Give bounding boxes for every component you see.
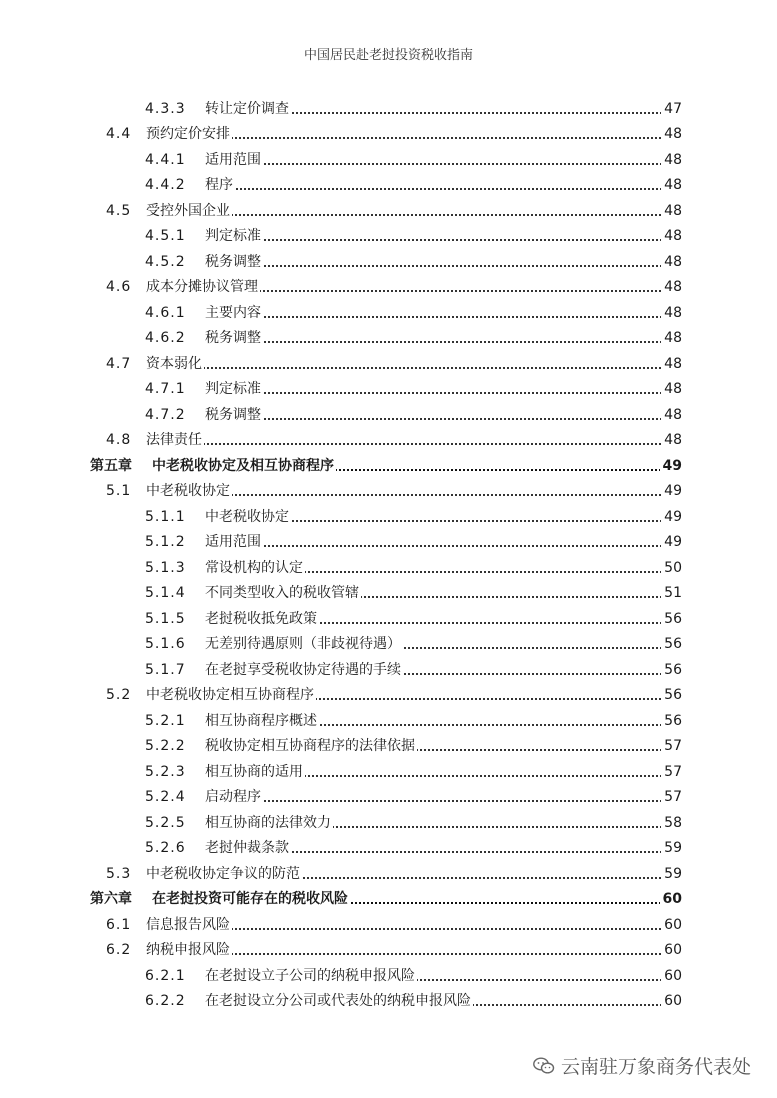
page-header: 中国居民赴老挝投资税收指南 [303, 48, 473, 63]
toc-entry-number: 4.6.2 [145, 330, 186, 346]
toc-entry-title: 适用范围 [205, 151, 261, 168]
toc-row[interactable] [0, 500, 777, 526]
toc-chapter-row[interactable] [0, 883, 777, 909]
toc-page-number: 49 [661, 533, 682, 551]
toc-entry-number: 5.1.1 [145, 508, 186, 525]
toc-dot-leader [205, 265, 677, 267]
toc-dot-leader [205, 316, 677, 318]
toc-page-number: 48 [661, 151, 682, 169]
toc-page-number: 48 [661, 278, 682, 296]
toc-row[interactable] [0, 347, 777, 373]
toc-entry-number: 4.5 [106, 202, 132, 219]
toc-entry-title: 中老税收协定及相互协商程序 [152, 457, 334, 474]
toc-entry-number: 4.7.2 [145, 406, 186, 423]
toc-entry-title: 相互协商的适用 [205, 763, 303, 780]
toc-row[interactable] [0, 220, 777, 246]
toc-page-number: 48 [661, 176, 682, 194]
toc-row[interactable] [0, 475, 777, 501]
toc-page-number: 56 [661, 712, 682, 730]
toc-entry-number: 4.4 [106, 126, 132, 142]
toc-page-number: 60 [661, 967, 682, 985]
toc-entry-number: 5.2.5 [145, 814, 186, 831]
toc-dot-leader [205, 800, 677, 802]
toc-entry-number: 5.2.1 [145, 712, 186, 729]
toc-dot-leader [205, 188, 677, 190]
toc-entry-title: 信息报告风险 [146, 916, 230, 933]
toc-entry-title: 判定标准 [205, 228, 261, 244]
toc-entry-number: 4.5.1 [145, 228, 186, 244]
toc-entry-number: 5.1.4 [145, 585, 186, 601]
toc-entry-number: 4.8 [106, 432, 132, 448]
toc-entry-number: 4.3.3 [145, 100, 186, 117]
toc-entry-title: 纳税申报风险 [146, 942, 230, 958]
toc-page-number: 59 [661, 865, 682, 883]
toc-entry-number: 第五章 [90, 457, 132, 474]
toc-row[interactable] [0, 296, 777, 322]
toc-entry-number: 5.1.2 [145, 534, 186, 550]
toc-entry-title: 老挝仲裁条款 [205, 840, 289, 856]
toc-row[interactable] [0, 143, 777, 169]
toc-page-number: 48 [661, 406, 682, 424]
toc-page-number: 48 [661, 227, 682, 245]
toc-page-number: 50 [661, 559, 682, 577]
toc-page-number: 60 [661, 916, 682, 934]
toc-entry-title: 中老税收协定 [205, 508, 289, 525]
toc-page-number: 58 [661, 814, 682, 832]
toc-entry-number: 5.2.6 [145, 840, 186, 856]
toc-entry-number: 5.1.6 [145, 636, 186, 652]
toc-row[interactable] [0, 781, 777, 807]
toc-dot-leader [205, 392, 677, 394]
toc-entry-title: 法律责任 [146, 432, 202, 448]
toc-entry-title: 税务调整 [205, 406, 261, 423]
toc-entry-number: 4.4.1 [145, 151, 186, 168]
toc-page-number: 59 [661, 839, 682, 857]
toc-row[interactable] [0, 271, 777, 297]
toc-row[interactable] [0, 857, 777, 883]
toc-entry-number: 4.6.1 [145, 304, 186, 321]
toc-page-number: 60 [661, 992, 682, 1010]
toc-entry-title: 成本分摊协议管理 [146, 279, 258, 295]
toc-entry-title: 老挝税收抵免政策 [205, 610, 317, 627]
toc-row[interactable] [0, 755, 777, 781]
toc-entry-title: 税收协定相互协商程序的法律依据 [205, 738, 415, 754]
toc-row[interactable] [0, 679, 777, 705]
toc-entry-number: 4.4.2 [145, 177, 186, 193]
toc-row[interactable] [0, 92, 777, 118]
toc-row[interactable] [0, 908, 777, 934]
toc-page-number: 49 [660, 457, 682, 475]
toc-entry-title: 税务调整 [205, 330, 261, 346]
toc-entry-title: 资本弱化 [146, 355, 202, 372]
watermark [533, 1052, 751, 1079]
toc-entry-number: 5.1.3 [145, 559, 186, 576]
toc-page-number: 49 [661, 508, 682, 526]
toc-page-number: 56 [661, 661, 682, 679]
toc-entry-number: 6.2 [106, 942, 132, 958]
toc-row[interactable] [0, 806, 777, 832]
toc-page-number: 48 [661, 202, 682, 220]
toc-page-number: 48 [661, 253, 682, 271]
toc-entry-number: 4.7 [106, 355, 132, 372]
table-of-contents [0, 92, 777, 1010]
toc-entry-title: 中老税收协定 [146, 483, 230, 499]
toc-entry-number: 4.7.1 [145, 381, 186, 397]
toc-dot-leader [205, 239, 677, 241]
toc-page-number: 60 [661, 941, 682, 959]
toc-page-number: 56 [661, 610, 682, 628]
toc-entry-title: 中老税收协定争议的防范 [146, 865, 300, 882]
toc-entry-title: 中老税收协定相互协商程序 [146, 687, 314, 703]
toc-row[interactable] [0, 985, 777, 1011]
toc-entry-title: 在老挝设立子公司的纳税申报风险 [205, 967, 415, 984]
toc-page-number: 48 [661, 355, 682, 373]
toc-entry-title: 相互协商程序概述 [205, 712, 317, 729]
toc-entry-number: 5.3 [106, 865, 132, 882]
toc-row[interactable] [0, 653, 777, 679]
toc-entry-number: 5.2.2 [145, 738, 186, 754]
toc-row[interactable] [0, 398, 777, 424]
toc-row[interactable] [0, 322, 777, 348]
toc-entry-number: 6.1 [106, 916, 132, 933]
toc-page-number: 49 [661, 482, 682, 500]
toc-entry-title: 适用范围 [205, 534, 261, 550]
toc-page-number: 56 [661, 686, 682, 704]
toc-entry-title: 无差别待遇原则（非歧视待遇） [205, 636, 401, 652]
toc-entry-number: 5.2.3 [145, 763, 186, 780]
toc-row[interactable] [0, 934, 777, 960]
toc-entry-title: 在老挝享受税收协定待遇的手续 [205, 661, 401, 678]
toc-entry-title: 转让定价调查 [205, 100, 289, 117]
toc-row[interactable] [0, 245, 777, 271]
toc-entry-number: 4.6 [106, 279, 132, 295]
toc-entry-title: 相互协商的法律效力 [205, 814, 331, 831]
toc-row[interactable] [0, 832, 777, 858]
toc-dot-leader [146, 367, 677, 369]
toc-entry-title: 税务调整 [205, 253, 261, 270]
toc-dot-leader [205, 418, 677, 420]
toc-entry-title: 不同类型收入的税收管辖 [205, 585, 359, 601]
toc-entry-title: 启动程序 [205, 789, 261, 805]
toc-entry-number: 第六章 [90, 891, 132, 907]
toc-chapter-row[interactable] [0, 449, 777, 475]
toc-page-number: 57 [661, 763, 682, 781]
toc-row[interactable] [0, 628, 777, 654]
toc-entry-number: 5.2 [106, 687, 132, 703]
toc-row[interactable] [0, 551, 777, 577]
toc-page-number: 48 [661, 125, 682, 143]
toc-page-number: 48 [661, 431, 682, 449]
toc-row[interactable] [0, 577, 777, 603]
toc-entry-title: 主要内容 [205, 304, 261, 321]
toc-page-number: 57 [661, 737, 682, 755]
wechat-icon [533, 1057, 555, 1075]
toc-row[interactable] [0, 526, 777, 552]
toc-row[interactable] [0, 959, 777, 985]
toc-entry-title: 预约定价安排 [146, 126, 230, 142]
toc-row[interactable] [0, 118, 777, 144]
toc-page-number: 60 [660, 890, 682, 908]
toc-row[interactable] [0, 424, 777, 450]
toc-page-number: 51 [661, 584, 682, 602]
toc-page-number: 48 [661, 304, 682, 322]
toc-entry-title: 受控外国企业 [146, 202, 230, 219]
toc-entry-number: 5.1.5 [145, 610, 186, 627]
toc-row[interactable] [0, 373, 777, 399]
toc-row[interactable] [0, 730, 777, 756]
toc-entry-title: 在老挝设立分公司或代表处的纳税申报风险 [205, 993, 471, 1009]
toc-page-number: 47 [661, 100, 682, 118]
toc-page-number: 56 [661, 635, 682, 653]
toc-dot-leader [205, 545, 677, 547]
toc-row[interactable] [0, 704, 777, 730]
toc-entry-title: 判定标准 [205, 381, 261, 397]
toc-entry-title: 在老挝投资可能存在的税收风险 [152, 891, 348, 907]
toc-entry-number: 5.2.4 [145, 789, 186, 805]
toc-entry-number: 6.2.1 [145, 967, 186, 984]
toc-entry-number: 5.1.7 [145, 661, 186, 678]
watermark-text: 云南驻万象商务代表处 [560, 1056, 751, 1078]
toc-page-number: 57 [661, 788, 682, 806]
toc-entry-title: 常设机构的认定 [205, 559, 303, 576]
toc-entry-number: 4.5.2 [145, 253, 186, 270]
toc-page-number: 48 [661, 329, 682, 347]
toc-dot-leader [146, 443, 677, 445]
toc-entry-title: 程序 [205, 177, 233, 193]
toc-entry-number: 5.1 [106, 483, 132, 499]
toc-row[interactable] [0, 194, 777, 220]
toc-row[interactable] [0, 602, 777, 628]
toc-entry-number: 6.2.2 [145, 993, 186, 1009]
toc-dot-leader [205, 341, 677, 343]
toc-page-number: 48 [661, 380, 682, 398]
toc-dot-leader [205, 163, 677, 165]
toc-row[interactable] [0, 169, 777, 195]
